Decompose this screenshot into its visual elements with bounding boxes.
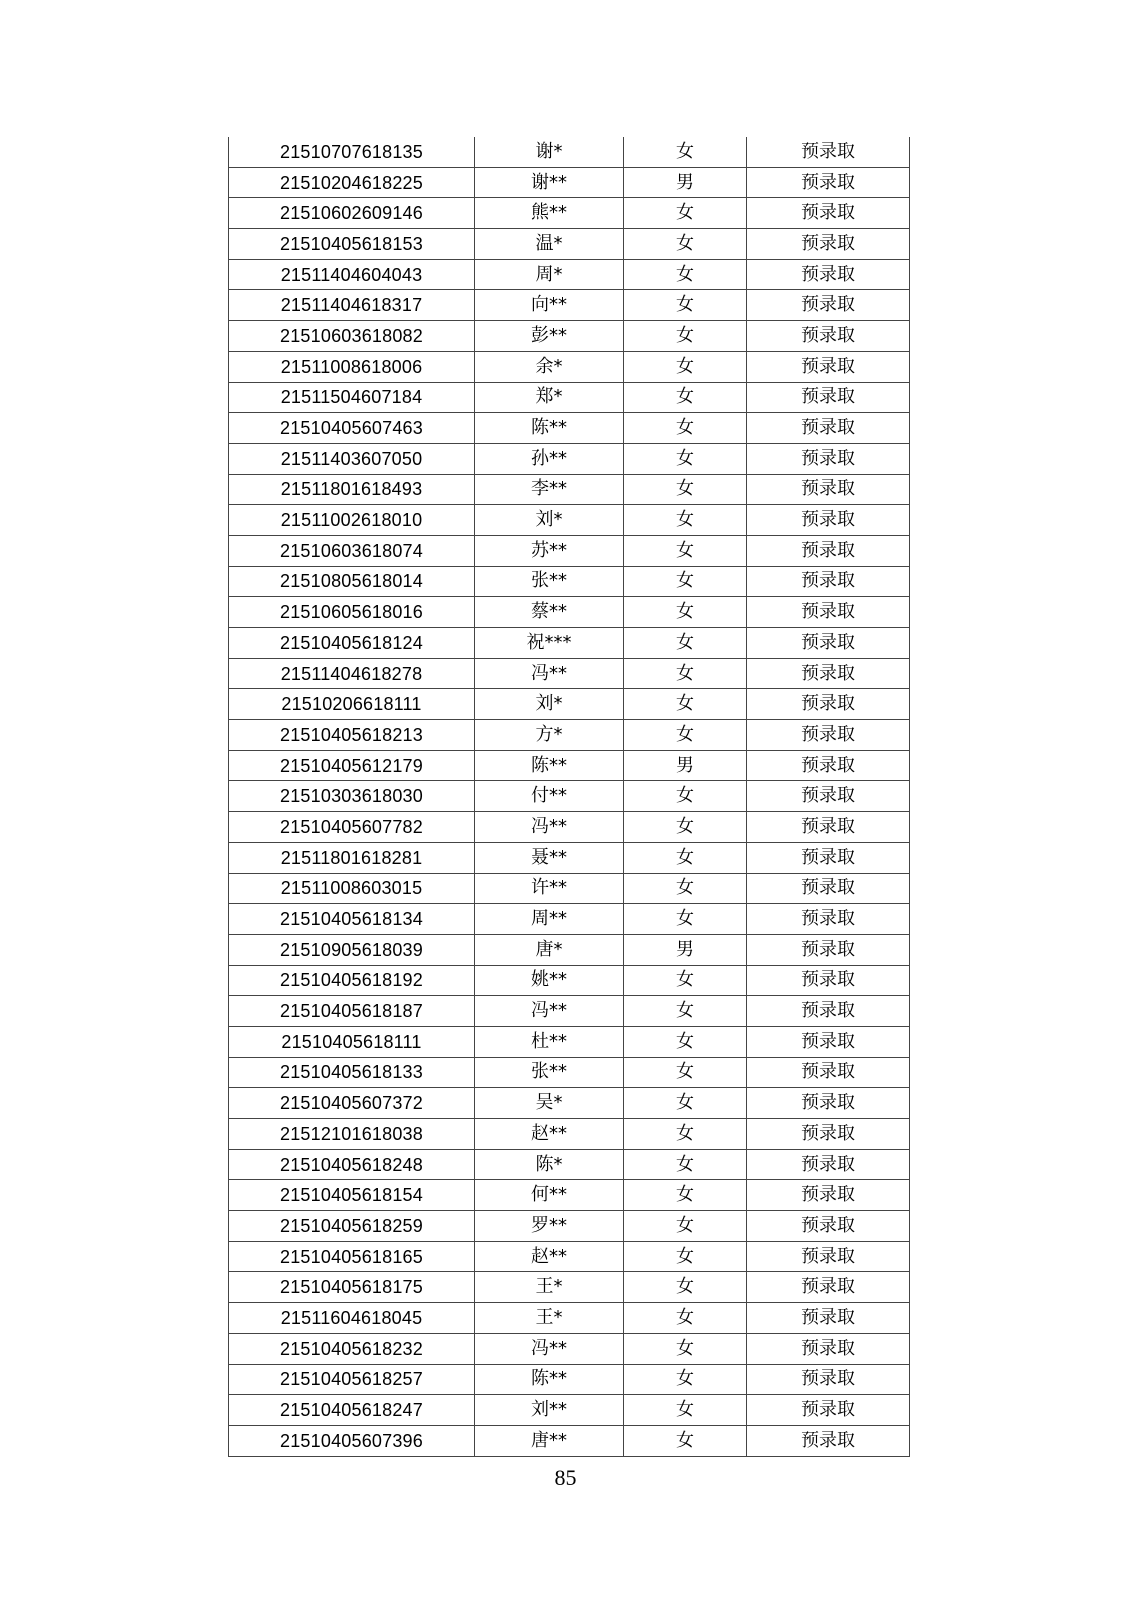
table-row [229,1395,910,1426]
table-row [229,842,910,873]
table-row [229,965,910,996]
candidate-name-cell: 方* [475,720,624,751]
table-row [229,443,910,474]
admission-status-cell: 预录取 [747,1425,910,1456]
gender-cell: 女 [624,1395,747,1426]
table-row [229,873,910,904]
candidate-name-cell: 彭** [475,321,624,352]
candidate-name-cell: 陈** [475,750,624,781]
admission-table [228,137,910,1457]
candidate-id-cell: 21510405618259 [229,1211,475,1242]
candidate-name-cell: 温* [475,229,624,260]
table-row [229,167,910,198]
gender-cell: 女 [624,965,747,996]
gender-cell: 女 [624,1241,747,1272]
candidate-id-cell: 21510204618225 [229,167,475,198]
candidate-name-cell: 谢* [475,137,624,167]
admission-status-cell: 预录取 [747,1364,910,1395]
candidate-name-cell: 李** [475,474,624,505]
candidate-id-cell: 21510405618153 [229,229,475,260]
table-row [229,781,910,812]
table-row [229,137,910,167]
gender-cell: 女 [624,1149,747,1180]
candidate-name-cell: 冯** [475,812,624,843]
candidate-id-cell: 21510405618111 [229,1026,475,1057]
admission-status-cell: 预录取 [747,1026,910,1057]
admission-status-cell: 预录取 [747,934,910,965]
candidate-name-cell: 谢** [475,167,624,198]
table-row [229,689,910,720]
candidate-id-cell: 21510405618187 [229,996,475,1027]
gender-cell: 男 [624,934,747,965]
gender-cell: 女 [624,781,747,812]
admission-status-cell: 预录取 [747,321,910,352]
gender-cell: 女 [624,996,747,1027]
gender-cell: 女 [624,628,747,659]
gender-cell: 女 [624,904,747,935]
table-row [229,1211,910,1242]
table-row [229,1149,910,1180]
gender-cell: 女 [624,1272,747,1303]
candidate-name-cell: 许** [475,873,624,904]
candidate-id-cell: 21511604618045 [229,1303,475,1334]
gender-cell: 女 [624,535,747,566]
gender-cell: 女 [624,566,747,597]
table-row [229,382,910,413]
candidate-name-cell: 苏** [475,535,624,566]
candidate-id-cell: 21510603618082 [229,321,475,352]
gender-cell: 女 [624,505,747,536]
table-row [229,505,910,536]
candidate-id-cell: 21510303618030 [229,781,475,812]
gender-cell: 女 [624,1211,747,1242]
candidate-id-cell: 21510405618133 [229,1057,475,1088]
admission-status-cell: 预录取 [747,1303,910,1334]
table-row [229,1364,910,1395]
admission-status-cell: 预录取 [747,873,910,904]
gender-cell: 女 [624,382,747,413]
gender-cell: 女 [624,229,747,260]
table-row [229,1303,910,1334]
admission-status-cell: 预录取 [747,351,910,382]
gender-cell: 女 [624,290,747,321]
admission-status-cell: 预录取 [747,474,910,505]
candidate-name-cell: 赵** [475,1241,624,1272]
table-row [229,1180,910,1211]
candidate-id-cell: 21510602609146 [229,198,475,229]
candidate-id-cell: 21510405607463 [229,413,475,444]
candidate-id-cell: 21510405618257 [229,1364,475,1395]
candidate-name-cell: 祝*** [475,628,624,659]
candidate-id-cell: 21510405607372 [229,1088,475,1119]
candidate-id-cell: 21511404618278 [229,658,475,689]
table-row [229,1425,910,1456]
candidate-id-cell: 21510603618074 [229,535,475,566]
candidate-id-cell: 21510405618192 [229,965,475,996]
candidate-name-cell: 冯** [475,996,624,1027]
admission-status-cell: 预录取 [747,505,910,536]
admission-status-cell: 预录取 [747,658,910,689]
admission-status-cell: 预录取 [747,229,910,260]
candidate-id-cell: 21510405618165 [229,1241,475,1272]
candidate-name-cell: 熊** [475,198,624,229]
table-row [229,1119,910,1150]
admission-status-cell: 预录取 [747,137,910,167]
gender-cell: 男 [624,750,747,781]
admission-status-cell: 预录取 [747,1211,910,1242]
gender-cell: 女 [624,1057,747,1088]
table-row [229,904,910,935]
gender-cell: 女 [624,1119,747,1150]
candidate-id-cell: 21511008618006 [229,351,475,382]
admission-status-cell: 预录取 [747,382,910,413]
candidate-name-cell: 刘* [475,505,624,536]
admission-status-cell: 预录取 [747,290,910,321]
admission-status-cell: 预录取 [747,413,910,444]
gender-cell: 女 [624,658,747,689]
admission-status-cell: 预录取 [747,781,910,812]
candidate-name-cell: 陈** [475,1364,624,1395]
candidate-id-cell: 21511801618281 [229,842,475,873]
candidate-id-cell: 21510905618039 [229,934,475,965]
admission-status-cell: 预录取 [747,996,910,1027]
candidate-id-cell: 21510405618124 [229,628,475,659]
table-row [229,658,910,689]
page-number: 85 [554,1465,577,1490]
table-row [229,321,910,352]
admission-status-cell: 预录取 [747,167,910,198]
table-row [229,474,910,505]
candidate-id-cell: 21511002618010 [229,505,475,536]
candidate-name-cell: 周* [475,259,624,290]
table-row [229,413,910,444]
candidate-id-cell: 21510405618175 [229,1272,475,1303]
gender-cell: 女 [624,413,747,444]
candidate-name-cell: 吴* [475,1088,624,1119]
gender-cell: 女 [624,842,747,873]
admission-status-cell: 预录取 [747,1333,910,1364]
table-row [229,812,910,843]
candidate-id-cell: 21510206618111 [229,689,475,720]
admission-status-cell: 预录取 [747,812,910,843]
admission-status-cell: 预录取 [747,1119,910,1150]
admission-status-cell: 预录取 [747,1395,910,1426]
table-row [229,597,910,628]
candidate-id-cell: 21510707618135 [229,137,475,167]
table-row [229,1272,910,1303]
table-row [229,198,910,229]
admission-status-cell: 预录取 [747,1272,910,1303]
admission-status-cell: 预录取 [747,1057,910,1088]
admission-table-body [229,137,910,1456]
candidate-name-cell: 蔡** [475,597,624,628]
table-row [229,628,910,659]
candidate-id-cell: 21511404604043 [229,259,475,290]
admission-status-cell: 预录取 [747,198,910,229]
gender-cell: 女 [624,137,747,167]
candidate-name-cell: 刘** [475,1395,624,1426]
admission-status-cell: 预录取 [747,720,910,751]
candidate-id-cell: 21510805618014 [229,566,475,597]
gender-cell: 女 [624,351,747,382]
candidate-name-cell: 罗** [475,1211,624,1242]
candidate-id-cell: 21510405618248 [229,1149,475,1180]
candidate-id-cell: 21511404618317 [229,290,475,321]
candidate-name-cell: 向** [475,290,624,321]
admission-status-cell: 预录取 [747,1180,910,1211]
admission-status-cell: 预录取 [747,1088,910,1119]
candidate-name-cell: 王* [475,1272,624,1303]
candidate-name-cell: 陈* [475,1149,624,1180]
admission-status-cell: 预录取 [747,443,910,474]
admission-status-cell: 预录取 [747,628,910,659]
admission-status-cell: 预录取 [747,1149,910,1180]
table-row [229,351,910,382]
candidate-id-cell: 21511403607050 [229,443,475,474]
candidate-name-cell: 冯** [475,1333,624,1364]
gender-cell: 女 [624,259,747,290]
candidate-name-cell: 余* [475,351,624,382]
admission-status-cell: 预录取 [747,750,910,781]
table-row [229,1241,910,1272]
candidate-id-cell: 21511008603015 [229,873,475,904]
admission-status-cell: 预录取 [747,904,910,935]
gender-cell: 女 [624,321,747,352]
candidate-name-cell: 何** [475,1180,624,1211]
admission-status-cell: 预录取 [747,842,910,873]
gender-cell: 女 [624,1088,747,1119]
candidate-name-cell: 孙** [475,443,624,474]
candidate-name-cell: 唐* [475,934,624,965]
gender-cell: 女 [624,720,747,751]
admission-status-cell: 预录取 [747,1241,910,1272]
candidate-name-cell: 聂** [475,842,624,873]
admission-status-cell: 预录取 [747,259,910,290]
gender-cell: 女 [624,689,747,720]
table-row [229,535,910,566]
candidate-id-cell: 21511801618493 [229,474,475,505]
admission-status-cell: 预录取 [747,965,910,996]
table-row [229,566,910,597]
admission-status-cell: 预录取 [747,535,910,566]
candidate-name-cell: 王* [475,1303,624,1334]
table-row [229,229,910,260]
candidate-id-cell: 21510405612179 [229,750,475,781]
candidate-name-cell: 郑* [475,382,624,413]
candidate-id-cell: 21510405607396 [229,1425,475,1456]
candidate-id-cell: 21510405618247 [229,1395,475,1426]
candidate-name-cell: 刘* [475,689,624,720]
candidate-name-cell: 杜** [475,1026,624,1057]
candidate-name-cell: 冯** [475,658,624,689]
table-row [229,259,910,290]
table-row [229,1333,910,1364]
table-row [229,996,910,1027]
candidate-id-cell: 21511504607184 [229,382,475,413]
candidate-name-cell: 张** [475,566,624,597]
gender-cell: 女 [624,597,747,628]
gender-cell: 女 [624,198,747,229]
table-row [229,750,910,781]
gender-cell: 女 [624,443,747,474]
gender-cell: 女 [624,1026,747,1057]
gender-cell: 女 [624,1303,747,1334]
table-row [229,934,910,965]
candidate-id-cell: 21510405618232 [229,1333,475,1364]
gender-cell: 女 [624,1333,747,1364]
admission-status-cell: 预录取 [747,689,910,720]
candidate-id-cell: 21510405618134 [229,904,475,935]
gender-cell: 女 [624,474,747,505]
candidate-name-cell: 张** [475,1057,624,1088]
candidate-name-cell: 周** [475,904,624,935]
candidate-name-cell: 唐** [475,1425,624,1456]
table-row [229,1088,910,1119]
table-row [229,290,910,321]
gender-cell: 女 [624,1180,747,1211]
admission-status-cell: 预录取 [747,597,910,628]
candidate-name-cell: 姚** [475,965,624,996]
candidate-id-cell: 21510405607782 [229,812,475,843]
gender-cell: 男 [624,167,747,198]
gender-cell: 女 [624,1425,747,1456]
table-row [229,720,910,751]
table-row [229,1026,910,1057]
candidate-id-cell: 21510605618016 [229,597,475,628]
candidate-id-cell: 21510405618154 [229,1180,475,1211]
candidate-name-cell: 陈** [475,413,624,444]
admission-status-cell: 预录取 [747,566,910,597]
gender-cell: 女 [624,1364,747,1395]
candidate-id-cell: 21510405618213 [229,720,475,751]
candidate-name-cell: 赵** [475,1119,624,1150]
table-row [229,1057,910,1088]
gender-cell: 女 [624,812,747,843]
gender-cell: 女 [624,873,747,904]
candidate-id-cell: 21512101618038 [229,1119,475,1150]
candidate-name-cell: 付** [475,781,624,812]
